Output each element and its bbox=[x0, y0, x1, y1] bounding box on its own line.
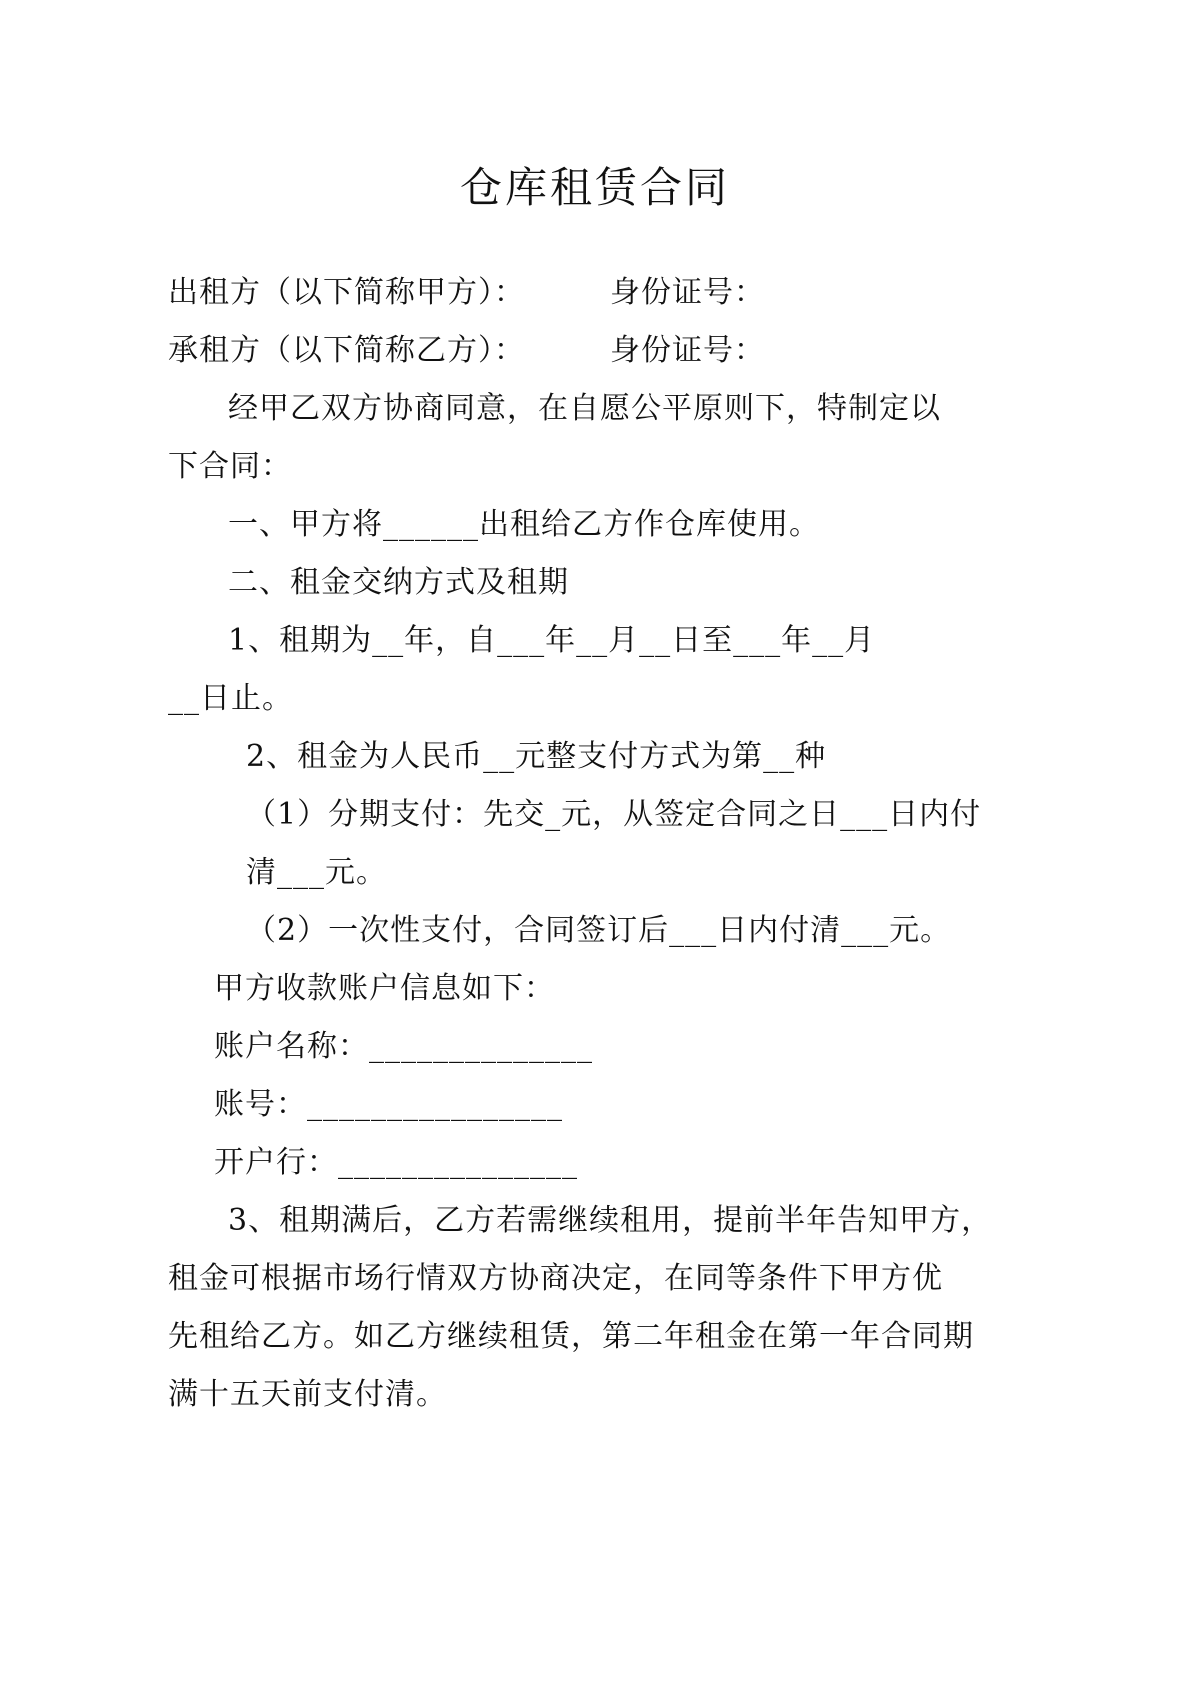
lessor-id-label: 身份证号： bbox=[610, 275, 765, 310]
renewal-line-4: 满十五天前支付清。 bbox=[168, 1377, 447, 1412]
term-line-2: __日止。 bbox=[168, 681, 293, 716]
account-intro: 甲方收款账户信息如下： bbox=[214, 971, 555, 1006]
lessee-id-label: 身份证号： bbox=[610, 333, 765, 368]
renewal-line-3: 先租给乙方。如乙方继续租赁，第二年租金在第一年合同期 bbox=[168, 1319, 974, 1354]
account-number-field: 账号：________________ bbox=[214, 1087, 563, 1122]
lessee-label: 承租方（以下简称乙方）： bbox=[168, 333, 525, 368]
page-title: 仓库租赁合同 bbox=[459, 163, 730, 212]
lump-sum-line: （2）一次性支付，合同签订后___日内付清___元。 bbox=[246, 913, 952, 948]
renewal-line-1: 3、租期满后，乙方若需继续租用，提前半年告知甲方， bbox=[228, 1203, 993, 1238]
clause-2-heading: 二、租金交纳方式及租期 bbox=[228, 565, 569, 600]
installment-line-2: 清___元。 bbox=[246, 855, 387, 890]
installment-line-1: （1）分期支付：先交_元，从签定合同之日___日内付 bbox=[246, 797, 982, 832]
lessor-label: 出租方（以下简称甲方）： bbox=[168, 275, 525, 310]
rent-line: 2、租金为人民币__元整支付方式为第__种 bbox=[246, 739, 827, 774]
intro-line-2: 下合同： bbox=[168, 449, 292, 484]
term-line-1: 1、租期为__年，自___年__月__日至___年__月 bbox=[228, 623, 876, 658]
bank-field: 开户行：_______________ bbox=[214, 1145, 578, 1180]
clause-1: 一、甲方将______出租给乙方作仓库使用。 bbox=[228, 507, 820, 542]
renewal-line-2: 租金可根据市场行情双方协商决定，在同等条件下甲方优 bbox=[168, 1261, 943, 1296]
intro-line-1: 经甲乙双方协商同意，在自愿公平原则下，特制定以 bbox=[228, 391, 941, 426]
account-name-field: 账户名称：______________ bbox=[214, 1029, 593, 1064]
